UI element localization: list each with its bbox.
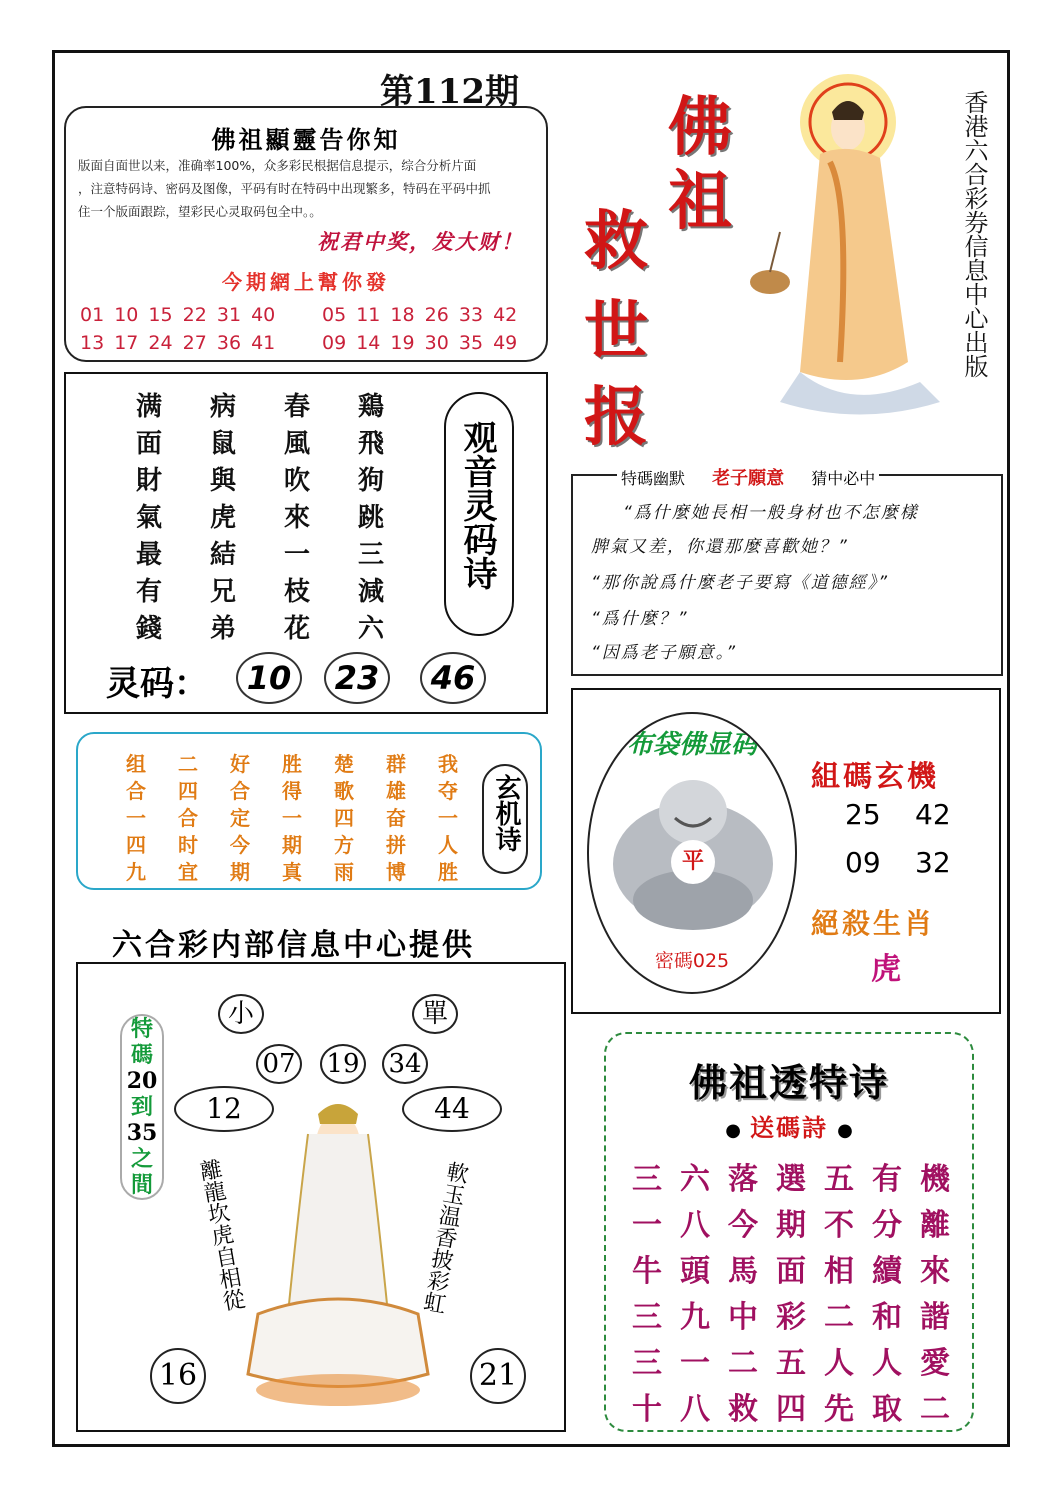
poem-char: 減 (358, 577, 385, 607)
shi-char: 取 (872, 1392, 902, 1427)
poem-char: 錢 (136, 614, 163, 644)
guanyin-poem-label-oval (444, 392, 514, 636)
xuanji-char: 方 (334, 833, 354, 857)
shi-char: 中 (728, 1300, 758, 1335)
tou-te-shi-title: 佛祖透特诗 (688, 1060, 889, 1105)
xuanji-char: 胜 (282, 752, 302, 776)
xuanji-char: 一 (126, 806, 146, 830)
shi-char: 和 (872, 1300, 902, 1335)
lingma-number: 46 (420, 652, 486, 704)
joke-line: “那你說爲什麼老子要寫《道德經》” (591, 573, 890, 593)
intro-line: 版面自面世以来，准确率100%，众多彩民根据信息提示，综合分析片面 (78, 158, 477, 173)
poem-char: 枝 (284, 577, 311, 607)
shi-char: 相 (824, 1254, 854, 1289)
shi-char: 機 (920, 1162, 950, 1197)
publisher-text: 香港六合彩券信息中心出版 (960, 90, 988, 378)
xuanji-char: 雨 (334, 860, 354, 884)
tema-joke-box (571, 468, 1003, 676)
shi-char: 頭 (680, 1254, 710, 1289)
xuanji-char: 合 (126, 779, 146, 803)
shi-char: 二 (920, 1392, 950, 1427)
wish-text: 祝君中奖，发大财！ (317, 230, 524, 254)
joke-header (617, 464, 879, 490)
xuanji-label-oval (482, 764, 528, 874)
poem-char: 有 (136, 577, 163, 607)
poem-char: 满 (136, 392, 163, 422)
tema-number: 20 (126, 1068, 158, 1094)
xuanji-char: 拼 (386, 833, 406, 857)
xuanji-char: 好 (230, 752, 250, 776)
title-char: 报 (584, 380, 648, 455)
poem-char: 弟 (210, 614, 237, 644)
poem-char: 病 (210, 392, 237, 422)
left-number: 12 (174, 1086, 274, 1132)
title-char: 世 (584, 294, 648, 369)
joke-header-title: 老子願意 (712, 468, 785, 489)
zuma-num: 09 (845, 846, 881, 879)
ping-label: 平 (681, 849, 704, 874)
joke-line: “因爲老子願意。” (591, 643, 738, 663)
notice-title: 佛祖顯靈告你知 (211, 125, 401, 154)
xuanji-char: 今 (230, 833, 250, 857)
xuanji-grid (126, 748, 490, 884)
poem-char: 三 (358, 540, 385, 570)
joke-header-right: 猜中必中 (811, 469, 876, 488)
bottom-right-number: 21 (470, 1348, 526, 1404)
poem-char: 虎 (210, 503, 237, 533)
title-char: 佛 (668, 90, 732, 165)
numbers-left-row2: 13 17 24 27 36 41 (80, 332, 276, 354)
numbers-left-row1: 01 10 15 22 31 40 (80, 304, 276, 326)
xuanji-char: 定 (230, 806, 250, 830)
small-label: 小 (218, 994, 264, 1034)
xuanji-char: 群 (386, 752, 406, 776)
xuanji-char: 夺 (438, 779, 458, 803)
numbers-right-row1: 05 11 18 26 33 42 (322, 304, 518, 326)
joke-header-left: 特碼幽默 (621, 469, 686, 488)
tema-char: 特 (130, 1016, 153, 1042)
bottom-left-number: 16 (150, 1348, 206, 1404)
poem-char: 最 (136, 540, 163, 570)
shi-char: 離 (920, 1208, 950, 1243)
right-verse: 軟玉温香披彩虹 (418, 1159, 471, 1316)
poem-char: 狗 (358, 466, 385, 496)
xuanji-char: 合 (178, 806, 198, 830)
xuanji-char: 期 (282, 833, 302, 857)
shi-char: 選 (776, 1162, 806, 1197)
poem-char: 氣 (136, 503, 163, 533)
tou-te-shi-box (604, 1032, 974, 1432)
zuma-num: 25 (845, 798, 881, 831)
subtitle-row (606, 1108, 972, 1143)
xuanji-char: 真 (282, 860, 302, 884)
xuanji-char: 四 (126, 833, 146, 857)
kill-title: 絕殺生肖 (811, 907, 936, 940)
right-number: 44 (402, 1086, 502, 1132)
shi-char: 二 (824, 1300, 854, 1335)
xuanji-char: 得 (282, 779, 302, 803)
poem-char: 花 (284, 614, 311, 644)
shi-char: 一 (680, 1346, 710, 1381)
shi-char: 彩 (776, 1300, 806, 1335)
zuma-box (571, 688, 1001, 1014)
shi-char: 牛 (632, 1254, 662, 1289)
shi-char: 八 (680, 1208, 710, 1243)
tema-number: 35 (126, 1120, 158, 1146)
poem-char: 財 (136, 466, 163, 496)
shi-char: 九 (680, 1300, 710, 1335)
shi-char: 救 (728, 1392, 758, 1427)
help-title: 今期網上幫你發 (222, 270, 390, 294)
joke-line: “爲什麼她長相一般身材也不怎麼樣 (623, 503, 919, 523)
guanyin-standing-illustration (740, 62, 954, 424)
buddha-title: 布袋佛显码 (626, 730, 757, 760)
zuma-num: 32 (915, 846, 951, 879)
shi-char: 馬 (728, 1254, 758, 1289)
title-char: 救 (584, 204, 648, 279)
xuanji-char: 楚 (334, 752, 354, 776)
shi-char: 愛 (920, 1346, 950, 1381)
xuanji-char: 胜 (438, 860, 458, 884)
tema-char: 之 (130, 1146, 153, 1172)
lingma-number: 23 (324, 652, 390, 704)
xuanji-char: 雄 (386, 779, 406, 803)
tou-te-shi-subtitle: 送碼詩 (750, 1114, 828, 1142)
notice-intro (78, 154, 538, 223)
xuanji-label: 玄机诗 (491, 774, 521, 852)
zuma-title: 組碼玄機 (811, 759, 940, 793)
shi-char: 今 (728, 1208, 758, 1243)
poem-char: 吹 (284, 466, 311, 496)
shi-char: 五 (824, 1162, 854, 1197)
xuanji-char: 四 (334, 806, 354, 830)
joke-line: 脾氣又差，你還那麼喜歡她？” (591, 537, 849, 557)
poem-char: 與 (210, 466, 237, 496)
laughing-buddha-oval (587, 712, 797, 994)
poem-char: 風 (284, 429, 311, 459)
poem-char: 春 (284, 392, 311, 422)
intro-line: ，注意特码诗、密码及图像，平码有时在特码中出现繁多，特码在平码中抓 (78, 181, 491, 196)
intro-line: 住一个版面跟踪，望彩民心灵取码包全中。。 (78, 204, 322, 219)
xuanji-char: 二 (178, 752, 198, 776)
guanyin-seated-illustration (238, 1094, 438, 1416)
notice-box (64, 106, 548, 362)
shi-char: 一 (632, 1208, 662, 1243)
shi-char: 來 (920, 1254, 950, 1289)
bullet-icon: ● (837, 1120, 853, 1141)
shi-char: 諧 (920, 1300, 950, 1335)
single-label: 單 (412, 994, 458, 1034)
kill-value: 虎 (871, 952, 901, 987)
shi-char: 八 (680, 1392, 710, 1427)
shi-char: 二 (728, 1346, 758, 1381)
poem-char: 鼠 (210, 429, 237, 459)
poem-char: 兄 (210, 577, 237, 607)
poem-char: 跳 (358, 503, 385, 533)
xuanji-char: 九 (126, 860, 146, 884)
shi-char: 續 (872, 1254, 902, 1289)
title-char: 祖 (668, 164, 732, 239)
center-number: 34 (382, 1044, 428, 1084)
issue-number: 第112期 (380, 72, 519, 112)
center-number: 19 (320, 1044, 366, 1084)
lingma-number: 10 (236, 652, 302, 704)
shi-char: 有 (872, 1162, 902, 1197)
xuanji-char: 一 (438, 806, 458, 830)
shi-char: 三 (632, 1300, 662, 1335)
shi-char: 落 (728, 1162, 758, 1197)
shi-char: 不 (824, 1208, 854, 1243)
poem-char: 一 (284, 540, 311, 570)
shi-char: 三 (632, 1162, 662, 1197)
shi-char: 人 (824, 1346, 854, 1381)
tou-te-shi-grid (632, 1154, 968, 1427)
numbers-right-row2: 09 14 19 30 35 49 (322, 332, 518, 354)
shi-char: 先 (824, 1392, 854, 1427)
poem-char: 六 (358, 614, 385, 644)
xuanji-char: 四 (178, 779, 198, 803)
shi-char: 六 (680, 1162, 710, 1197)
guanyin-poem-box (64, 372, 548, 714)
xuanji-poem-box (76, 732, 542, 890)
lingma-label: 灵码： (106, 664, 208, 704)
provider-text: 六合彩内部信息中心提供 (112, 928, 475, 963)
shi-char: 四 (776, 1392, 806, 1427)
xuanji-char: 时 (178, 833, 198, 857)
shi-char: 三 (632, 1346, 662, 1381)
guanyin-seated-box (76, 962, 566, 1432)
guanyin-poem-label: 观音灵码诗 (457, 420, 497, 590)
left-verse: 離龍坎虎自相從 (194, 1156, 247, 1313)
xuanji-char: 期 (230, 860, 250, 884)
shi-char: 期 (776, 1208, 806, 1243)
tema-char: 到 (130, 1094, 153, 1120)
tema-char: 碼 (130, 1042, 153, 1068)
xuanji-char: 歌 (334, 779, 354, 803)
xuanji-char: 组 (126, 752, 146, 776)
joke-line: “爲什麼？” (591, 609, 689, 629)
tema-range-box (120, 1014, 164, 1200)
bullet-icon: ● (725, 1120, 741, 1141)
mima-text: 密碼025 (654, 950, 730, 972)
shi-char: 面 (776, 1254, 806, 1289)
xuanji-char: 我 (438, 752, 458, 776)
poem-char: 鶏 (358, 392, 385, 422)
poem-char: 結 (210, 540, 237, 570)
xuanji-char: 人 (438, 833, 458, 857)
xuanji-char: 合 (230, 779, 250, 803)
shi-char: 人 (872, 1346, 902, 1381)
xuanji-char: 奋 (386, 806, 406, 830)
shi-char: 五 (776, 1346, 806, 1381)
xuanji-char: 博 (386, 860, 406, 884)
shi-char: 十 (632, 1392, 662, 1427)
xuanji-char: 一 (282, 806, 302, 830)
center-number: 07 (256, 1044, 302, 1084)
zuma-num: 42 (915, 798, 951, 831)
poem-grid (136, 386, 432, 644)
poem-char: 來 (284, 503, 311, 533)
poem-char: 飛 (358, 429, 385, 459)
shi-char: 分 (872, 1208, 902, 1243)
xuanji-char: 宜 (178, 860, 198, 884)
poem-char: 面 (136, 429, 163, 459)
tema-char: 間 (130, 1172, 153, 1198)
